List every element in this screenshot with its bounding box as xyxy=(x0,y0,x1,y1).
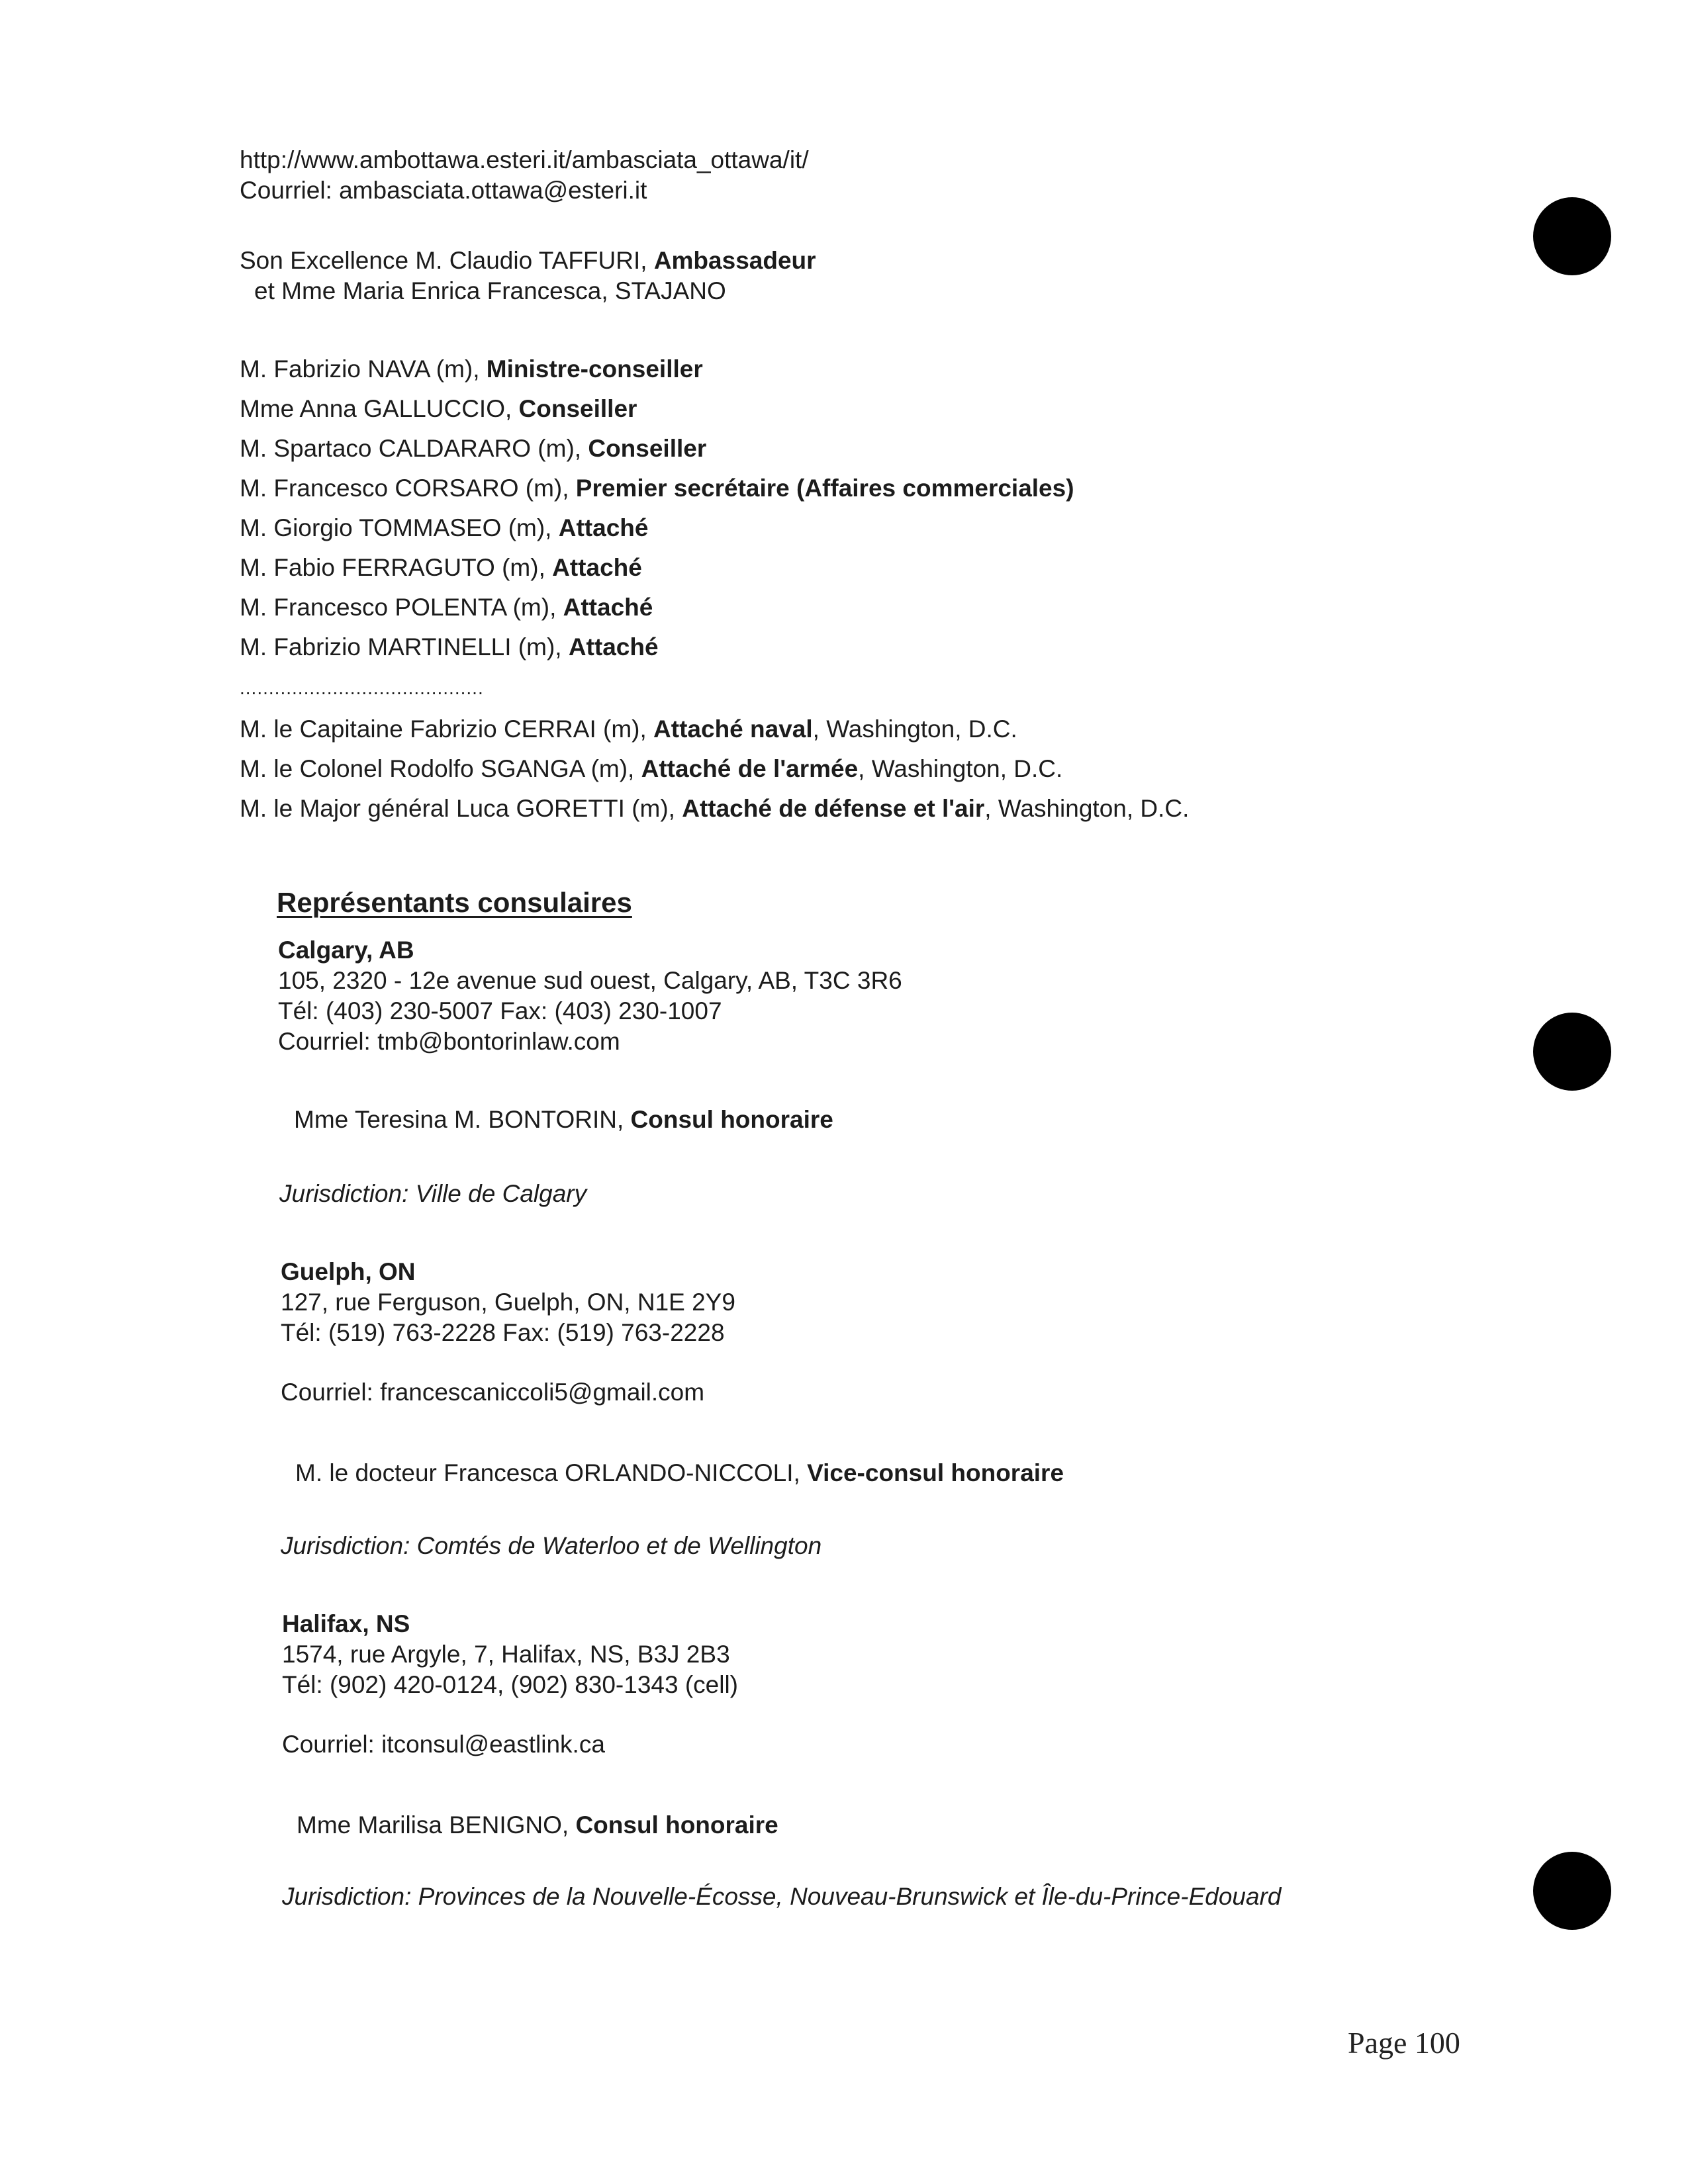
consul-name: M. le docteur Francesca ORLANDO-NICCOLI, xyxy=(295,1459,800,1486)
consul-title: Consul honoraire xyxy=(630,1106,833,1133)
ambassador-spouse: et Mme Maria Enrica Francesca, STAJANO xyxy=(254,277,726,304)
embassy-url: http://www.ambottawa.esteri.it/ambasciata_ottawa/it/ xyxy=(240,146,809,173)
consulate-address: 105, 2320 - 12e avenue sud ouest, Calgary, AB, T3C 3R6 xyxy=(278,967,902,994)
staff-title: Ministre-conseiller xyxy=(486,355,703,383)
consul-title: Consul honoraire xyxy=(575,1811,778,1839)
consulate-jurisdiction: Jurisdiction: Comtés de Waterloo et de Wellington xyxy=(281,1532,822,1559)
consulate-jurisdiction: Jurisdiction: Ville de Calgary xyxy=(279,1180,587,1207)
staff-name: M. Fabrizio NAVA (m), xyxy=(240,355,480,383)
consulate-city: Halifax, NS xyxy=(282,1610,410,1637)
staff-name: M. Spartaco CALDARARO (m), xyxy=(240,435,582,462)
punch-hole xyxy=(1533,1852,1611,1930)
staff-row xyxy=(240,633,659,662)
consul-row xyxy=(297,1811,778,1840)
staff-row xyxy=(240,434,706,463)
consulate-city: Guelph, ON xyxy=(281,1258,416,1285)
staff-title: Conseiller xyxy=(588,435,707,462)
consulate-phone: Tél: (403) 230-5007 Fax: (403) 230-1007 xyxy=(278,997,722,1024)
staff-row xyxy=(240,394,637,424)
punch-hole xyxy=(1533,197,1611,275)
consul-row xyxy=(295,1459,1064,1488)
military-title: Attaché naval xyxy=(653,715,813,743)
ambassador-title: Ambassadeur xyxy=(653,247,816,274)
staff-title: Conseiller xyxy=(518,395,637,422)
military-name: M. le Major général Luca GORETTI (m), xyxy=(240,795,675,822)
consulate-phone: Tél: (902) 420-0124, (902) 830-1343 (cell) xyxy=(282,1671,738,1698)
staff-name: M. Francesco CORSARO (m), xyxy=(240,475,569,502)
consulate-email: Courriel: itconsul@eastlink.ca xyxy=(282,1731,605,1758)
consulate-address: 1574, rue Argyle, 7, Halifax, NS, B3J 2B3 xyxy=(282,1641,730,1668)
staff-title: Premier secrétaire (Affaires commerciales) xyxy=(575,475,1074,502)
staff-title: Attaché xyxy=(552,554,642,581)
military-title: Attaché de défense et l'air xyxy=(682,795,985,822)
staff-row xyxy=(240,593,653,622)
staff-row xyxy=(240,355,703,384)
staff-name: M. Fabio FERRAGUTO (m), xyxy=(240,554,545,581)
military-location: , Washington, D.C. xyxy=(984,795,1190,822)
staff-row xyxy=(240,553,642,582)
consulate-phone: Tél: (519) 763-2228 Fax: (519) 763-2228 xyxy=(281,1319,725,1346)
staff-row xyxy=(240,514,648,543)
military-row xyxy=(240,715,1017,744)
consulate-email: Courriel: francescaniccoli5@gmail.com xyxy=(281,1379,705,1406)
staff-row xyxy=(240,474,1074,503)
email-label: Courriel: xyxy=(240,177,332,204)
consul-name: Mme Teresina M. BONTORIN, xyxy=(294,1106,624,1133)
military-location: , Washington, D.C. xyxy=(812,715,1017,743)
consul-title: Vice-consul honoraire xyxy=(807,1459,1064,1486)
consular-heading: Représentants consulaires xyxy=(277,887,632,918)
military-location: , Washington, D.C. xyxy=(858,755,1063,782)
consul-row xyxy=(294,1105,833,1134)
military-row xyxy=(240,754,1062,784)
consulate-email: Courriel: tmb@bontorinlaw.com xyxy=(278,1028,620,1055)
staff-title: Attaché xyxy=(558,514,649,541)
staff-name: M. Giorgio TOMMASEO (m), xyxy=(240,514,552,541)
staff-name: M. Francesco POLENTA (m), xyxy=(240,594,557,621)
ambassador-name: Son Excellence M. Claudio TAFFURI, xyxy=(240,247,647,274)
staff-name: M. Fabrizio MARTINELLI (m), xyxy=(240,633,562,660)
staff-name: Mme Anna GALLUCCIO, xyxy=(240,395,512,422)
military-title: Attaché de l'armée xyxy=(641,755,859,782)
consulate-city: Calgary, AB xyxy=(278,936,414,964)
military-name: M. le Capitaine Fabrizio CERRAI (m), xyxy=(240,715,647,743)
email-value: ambasciata.ottawa@esteri.it xyxy=(339,177,647,204)
consulate-jurisdiction: Jurisdiction: Provinces de la Nouvelle-Écosse, Nouveau-Brunswick et Île-du-Prince-Edouard xyxy=(282,1883,1282,1910)
staff-title: Attaché xyxy=(563,594,653,621)
punch-hole xyxy=(1533,1013,1611,1091)
ambassador-line xyxy=(240,246,816,275)
page-number: Page 100 xyxy=(1348,2026,1460,2060)
embassy-email xyxy=(240,176,647,205)
dotted-separator: .......................................... xyxy=(240,678,484,698)
consulate-address: 127, rue Ferguson, Guelph, ON, N1E 2Y9 xyxy=(281,1289,735,1316)
consul-name: Mme Marilisa BENIGNO, xyxy=(297,1811,569,1839)
staff-title: Attaché xyxy=(568,633,659,660)
military-row xyxy=(240,794,1189,823)
military-name: M. le Colonel Rodolfo SGANGA (m), xyxy=(240,755,635,782)
